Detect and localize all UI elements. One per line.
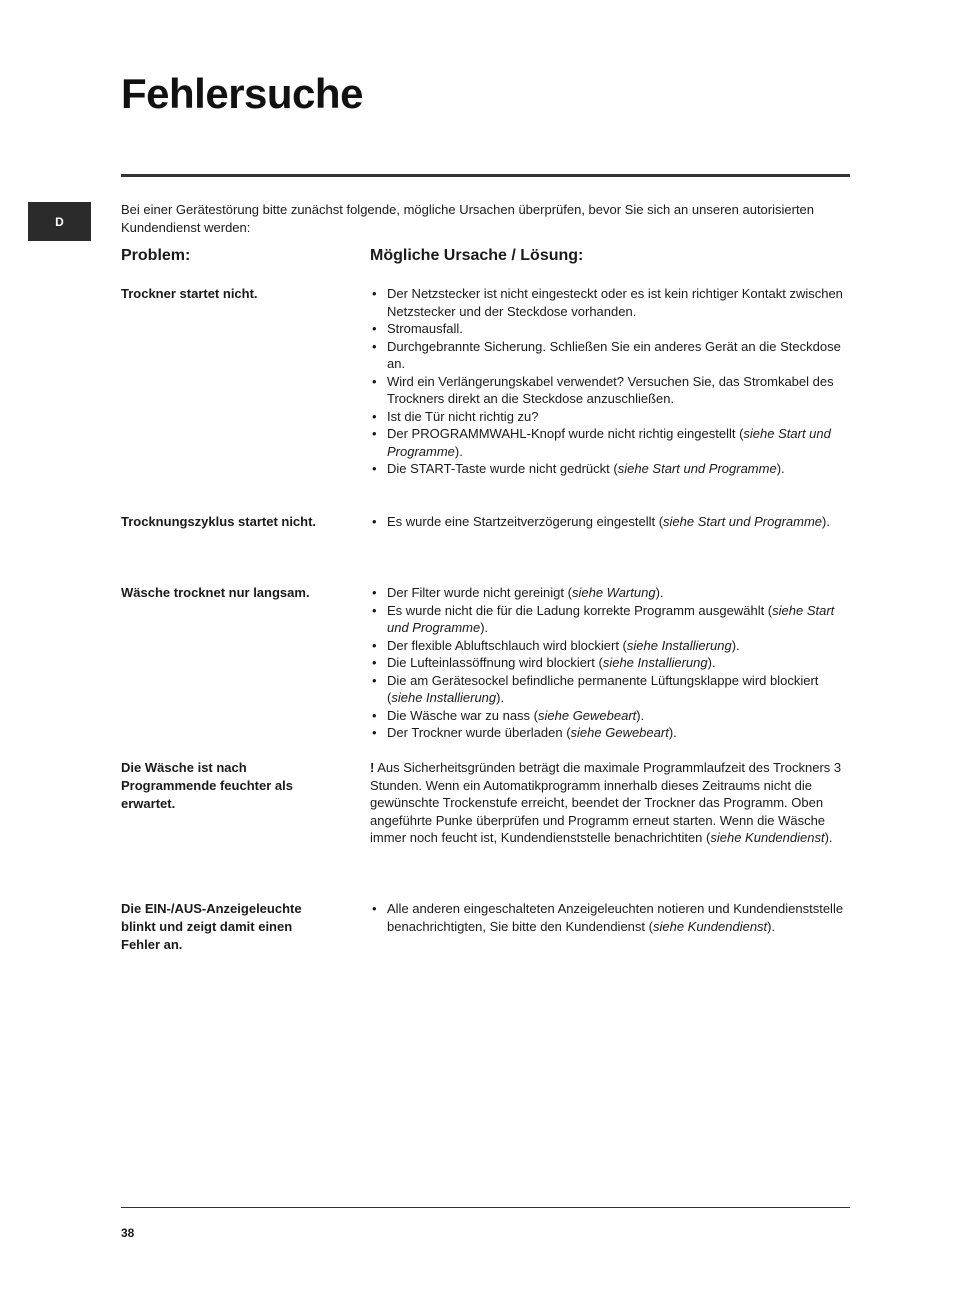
problem-label: Wäsche trocknet nur langsam. (121, 585, 310, 600)
cross-reference: siehe Start und Programme (617, 461, 777, 476)
cross-reference: siehe Kundendienst (652, 918, 768, 934)
cross-reference: siehe Start und Programme (663, 514, 823, 529)
cross-reference: siehe Installierung (626, 637, 732, 653)
cause-item: • Die Lufteinlassöffnung wird blockiert (siehe Installierung). (370, 654, 850, 672)
cross-reference: siehe Gewebeart (570, 725, 669, 740)
cause-item: • Alle anderen eingeschalteten Anzeigeleuchten notieren und Kundendienststelle benachrichtigten, Sie bitte den Kundendienst (siehe Kundendienst). (370, 900, 850, 935)
cause-item: • Ist die Tür nicht richtig zu? (370, 408, 850, 426)
cause-list (370, 285, 850, 478)
footer-divider (121, 1207, 850, 1208)
solution-column-header: Mögliche Ursache / Lösung: (370, 247, 584, 264)
cause-list (370, 584, 850, 742)
cause-item: • Der PROGRAMMWAHL-Knopf wurde nicht richtig eingestellt (siehe Start und Programme). (370, 425, 850, 460)
problem-label: Die EIN-/AUS-Anzeigeleuchte blinkt und zeigt damit einen Fehler an. (121, 901, 302, 952)
cross-reference: siehe Wartung (571, 585, 656, 600)
cause-item: • Durchgebrannte Sicherung. Schließen Sie ein anderes Gerät an die Steckdose an. (370, 338, 850, 373)
cause-item: • Es wurde eine Startzeitverzögerung eingestellt (siehe Start und Programme). (370, 513, 850, 531)
cross-reference: siehe Gewebeart (538, 707, 637, 723)
cause-list (370, 513, 850, 531)
cause-item: • Die am Gerätesockel befindliche permanente Lüftungsklappe wird blockiert (siehe Installierung). (370, 672, 850, 707)
cause-item: • Wird ein Verlängerungskabel verwendet? Versuchen Sie, das Stromkabel des Trockners direkt an die Steckdose anzuschließen. (370, 373, 850, 408)
safety-note: ! Aus Sicherheitsgründen beträgt die maximale Programmlaufzeit des Trockners 3 Stunden. Wenn ein Automatikprogramm innerhalb dieses Zeitraums nicht die gewünschte Trockenstufe erreicht, beendet der Trockner das Programm. Oben angeführte Punke überprüfen und Programm erneut starten. Wenn die Wäsche immer noch feucht ist, Kundendienststelle benachrichtiten (siehe Kundendienst). (370, 760, 842, 845)
title-divider (121, 174, 850, 177)
page-title: Fehlersuche (121, 70, 363, 117)
language-tab: D (28, 202, 91, 241)
problem-label: Die Wäsche ist nach Programmende feuchter als erwartet. (121, 760, 293, 811)
cross-reference: siehe Installierung (391, 690, 497, 705)
page-number: 38 (121, 1226, 135, 1240)
cause-item: • Der Netzstecker ist nicht eingesteckt oder es ist kein richtiger Kontakt zwischen Netzstecker und der Steckdose vorhanden. (370, 285, 850, 320)
problem-label: Trockner startet nicht. (121, 286, 258, 301)
cross-reference: siehe Installierung (602, 655, 708, 670)
cause-item: • Die START-Taste wurde nicht gedrückt (siehe Start und Programme). (370, 460, 850, 478)
cause-item: • Die Wäsche war zu nass (siehe Gewebeart). (370, 707, 850, 725)
cause-item: • Der Trockner wurde überladen (siehe Gewebeart). (370, 724, 850, 742)
cross-reference: siehe Start und Programme (387, 602, 835, 635)
intro-text: Bei einer Gerätestörung bitte zunächst folgende, mögliche Ursachen überprüfen, bevor Sie sich an unseren autorisierten Kundendienst werden: (121, 202, 815, 235)
cross-reference: siehe Kundendienst (710, 830, 825, 845)
cause-item: • Es wurde nicht die für die Ladung korrekte Programm ausgewählt (siehe Start und Programme). (370, 602, 850, 637)
cause-list (370, 900, 850, 935)
cause-item: • Der Filter wurde nicht gereinigt (siehe Wartung). (370, 584, 850, 602)
warning-icon: ! (370, 760, 375, 775)
cause-item: • Stromausfall. (370, 320, 850, 338)
cause-item: • Der flexible Abluftschlauch wird blockiert (siehe Installierung). (370, 637, 850, 655)
cross-reference: siehe Start und Programme (387, 426, 831, 459)
problem-column-header: Problem: (121, 247, 191, 264)
problem-label: Trocknungszyklus startet nicht. (121, 514, 317, 529)
